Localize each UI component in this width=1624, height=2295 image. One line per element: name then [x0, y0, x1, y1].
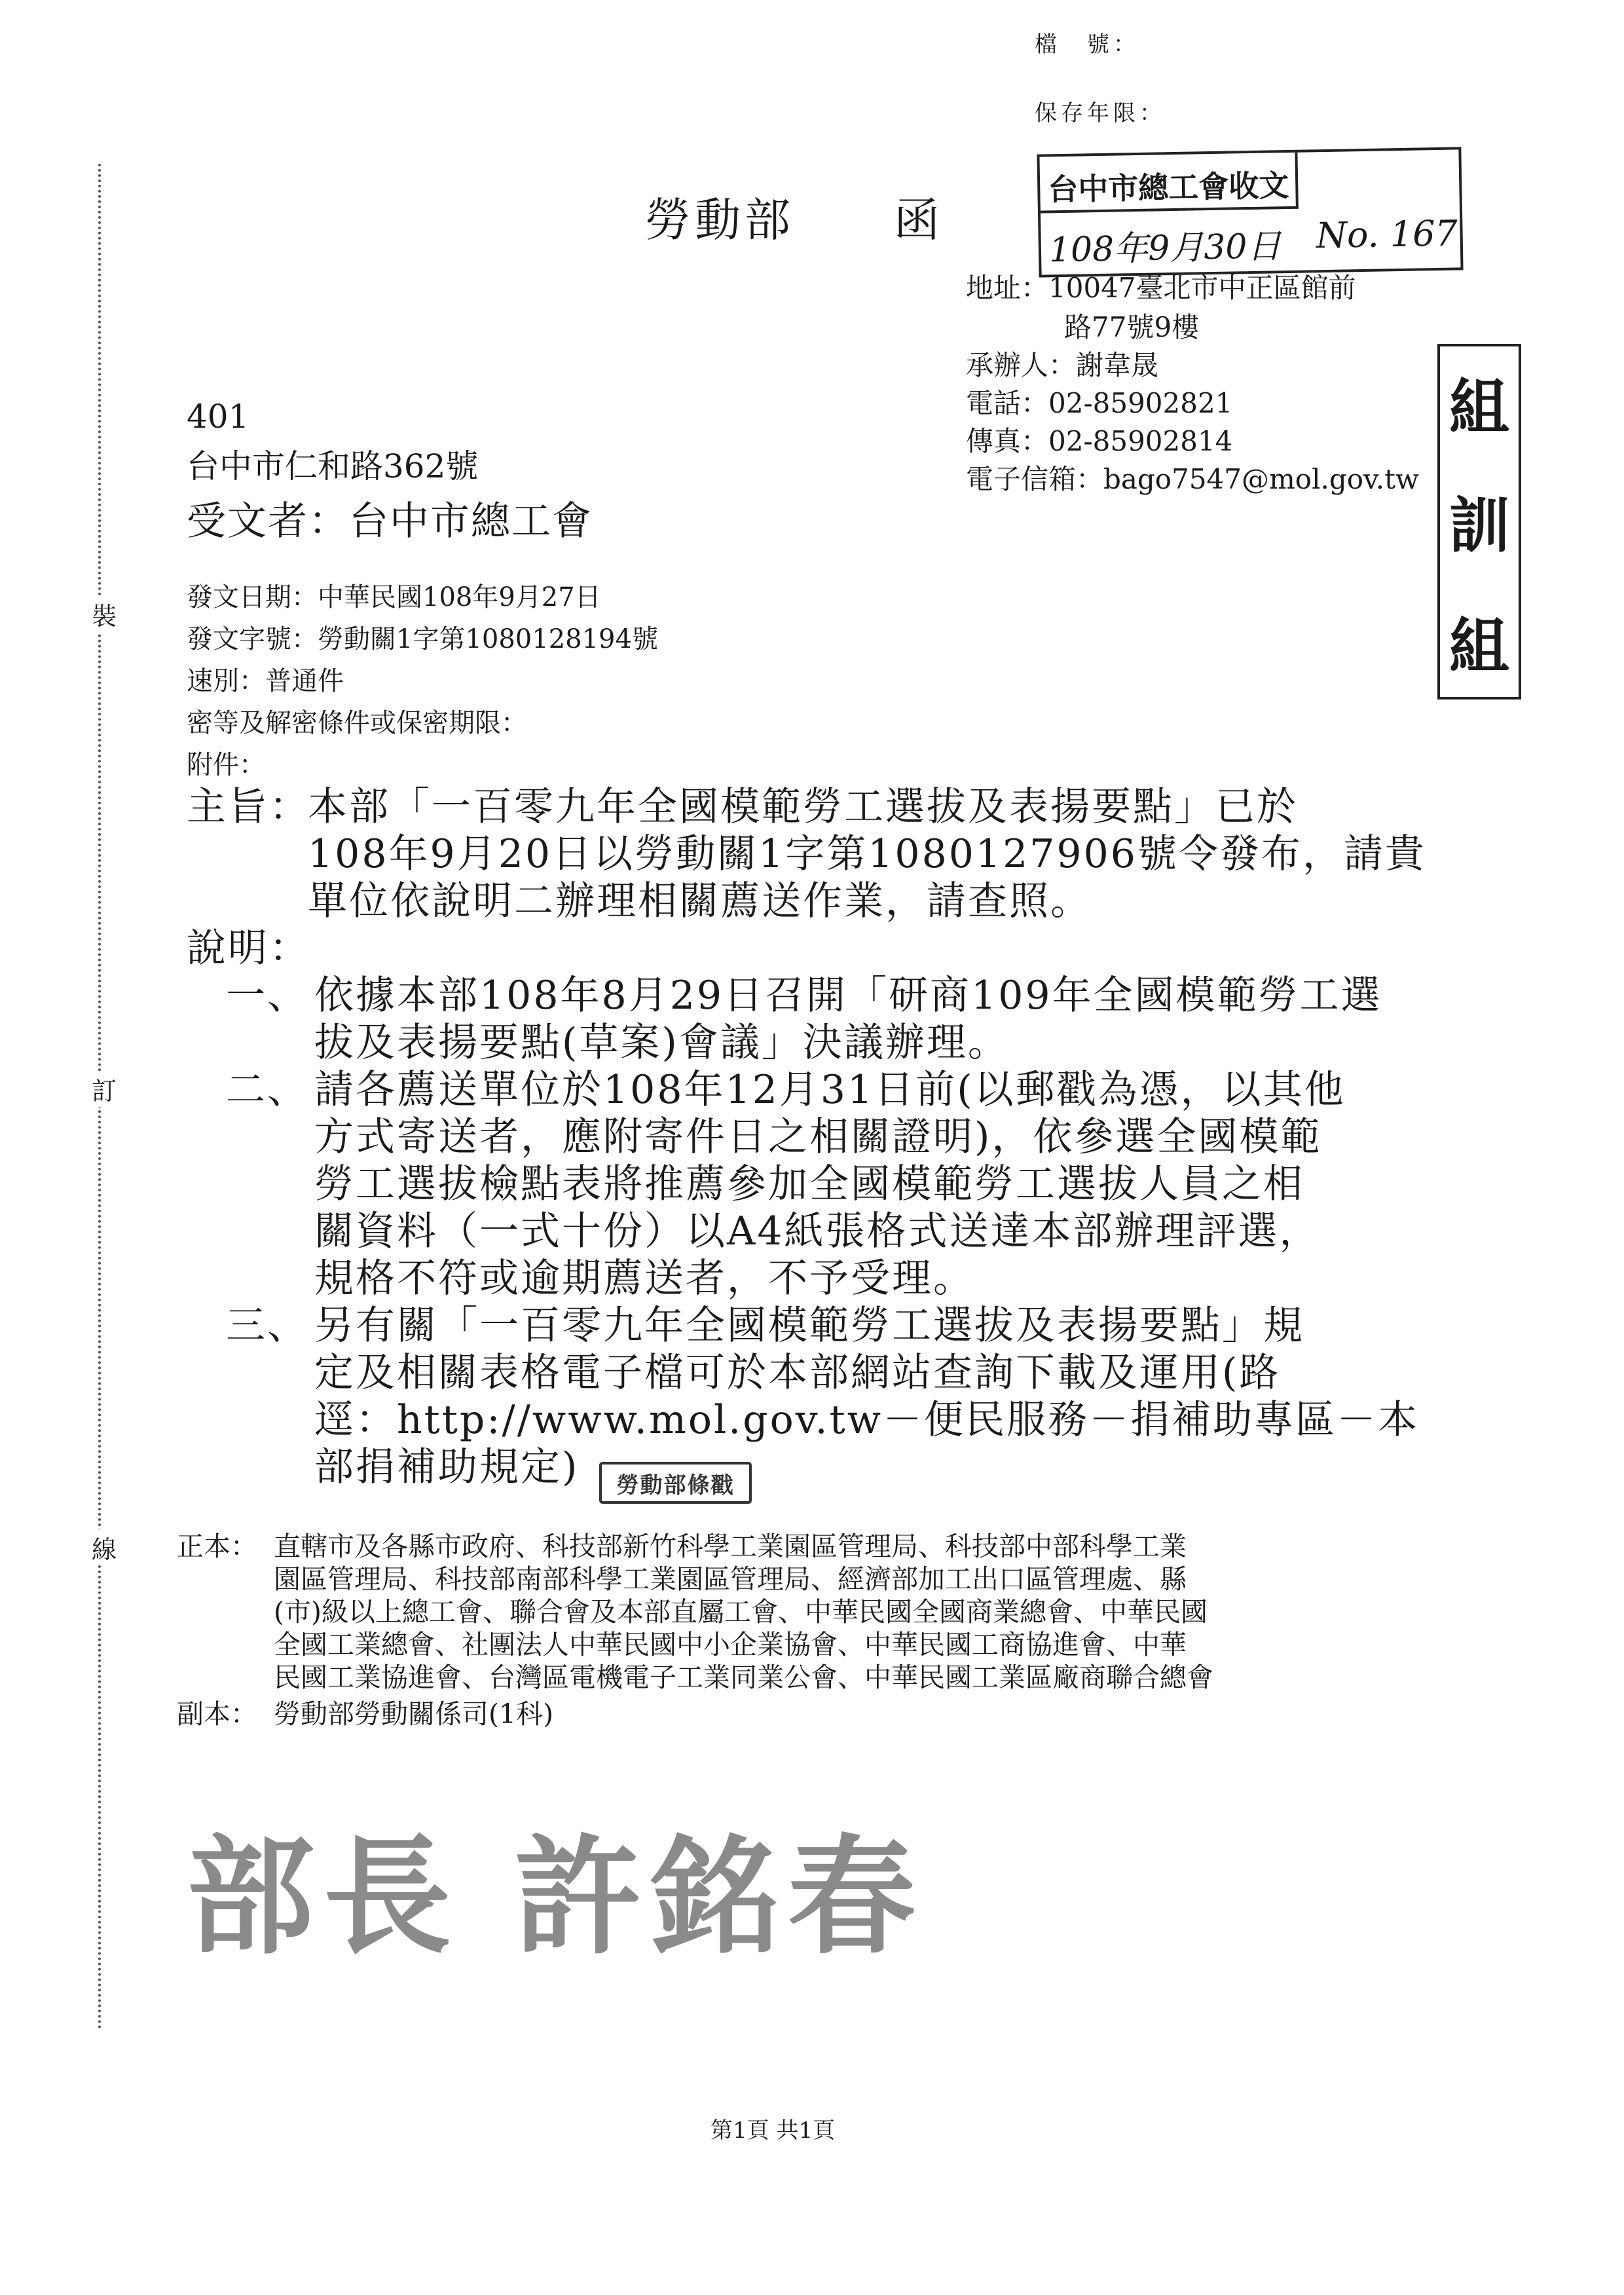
- distribution-main-label: 正本：: [177, 1531, 257, 1562]
- receipt-stamp: [1037, 147, 1463, 277]
- file-number-label: 檔 號：: [1035, 31, 1139, 58]
- issue-date: 發文日期：中華民國108年9月27日: [187, 582, 601, 612]
- sender-address-line-1: 地址：10047臺北市中正區館前: [966, 272, 1356, 304]
- email: 電子信箱：bago7547@mol.gov.tw: [966, 463, 1419, 495]
- explanation-item-3-line-2: 定及相關表格電子檔可於本部網站查詢下載及運用(路: [314, 1350, 1281, 1396]
- subject-line-2: 108年9月20日以勞動關1字第1080127906號令發布，請貴: [308, 831, 1426, 877]
- explanation-item-1-line-1: 依據本部108年8月29日召開「研商109年全國模範勞工選: [314, 973, 1382, 1018]
- distribution-main-line-3: (市)級以上總工會、聯合會及本部直屬工會、中華民國全國商業總會、中華民國: [274, 1596, 1208, 1628]
- binding-mark-xian: 線: [92, 1529, 117, 1565]
- distribution-main-line-4: 全國工業總會、社團法人中華民國中小企業協會、中華民國工商協進會、中華: [274, 1629, 1187, 1660]
- recipient-address: 台中市仁和路362號: [187, 447, 479, 485]
- fax: 傳真：02-85902814: [966, 425, 1233, 457]
- sender-address-line-2: 路77號9樓: [1064, 311, 1200, 343]
- subject-label: 主旨：: [187, 784, 310, 830]
- explanation-item-3-line-4: 部捐補助規定): [314, 1444, 580, 1490]
- distribution-main-line-2: 園區管理局、科技部南部科學工業園區管理局、經濟部加工出口區管理處、縣: [274, 1563, 1187, 1595]
- distribution-copy-line: 勞動部勞動關係司(1科): [274, 1698, 554, 1730]
- ministry-seal-text: 勞動部條戳: [616, 1472, 735, 1499]
- explanation-item-2-number: 二、: [226, 1067, 308, 1113]
- explanation-item-2-line-5: 規格不符或逾期薦送者，不予受理。: [314, 1256, 974, 1301]
- retention-label: 保存年限：: [1035, 100, 1166, 126]
- explanation-item-2-line-3: 勞工選拔檢點表將推薦參加全國模範勞工選拔人員之相: [314, 1161, 1304, 1207]
- side-stamp-char-1: 組: [1449, 373, 1510, 443]
- speed-class: 速別：普通件: [187, 666, 344, 696]
- minister-signature: 部長 許銘春: [187, 1823, 925, 1971]
- explanation-item-1-number: 一、: [226, 973, 308, 1018]
- explanation-item-2-line-4: 關資料（一式十份）以A4紙張格式送達本部辦理評選，: [314, 1208, 1321, 1254]
- distribution-main-line-1: 直轄市及各縣市政府、科技部新竹科學工業園區管理局、科技部中部科學工業: [274, 1531, 1187, 1562]
- phone: 電話：02-85902821: [966, 387, 1233, 419]
- distribution-main-line-5: 民國工業協進會、台灣區電機電子工業同業公會、中華民國工業區廠商聯合總會: [274, 1662, 1213, 1693]
- binding-mark-zhuang: 裝: [92, 596, 117, 632]
- handler: 承辦人：謝韋晟: [966, 349, 1159, 381]
- binding-mark-ding: 訂: [92, 1071, 117, 1107]
- subject-line-1: 本部「一百零九年全國模範勞工選拔及表揚要點」已於: [308, 784, 1298, 830]
- explanation-item-2-line-1: 請各薦送單位於108年12月31日前(以郵戳為憑，以其他: [314, 1067, 1346, 1113]
- receipt-stamp-date: 108年9月30日: [1048, 227, 1282, 271]
- side-stamp-char-2: 訓: [1449, 491, 1510, 561]
- explanation-item-1-line-2: 拔及表揚要點(草案)會議」決議辦理。: [314, 1020, 1009, 1066]
- explanation-item-3-line-1: 另有關「一百零九年全國模範勞工選拔及表揚要點」規: [314, 1303, 1304, 1349]
- page-footer: 第1頁 共1頁: [710, 2118, 836, 2144]
- distribution-copy-label: 副本：: [177, 1698, 257, 1730]
- subject-line-3: 單位依說明二辦理相關薦送作業，請查照。: [308, 878, 1092, 924]
- ministry-seal-stamp: [599, 1462, 752, 1504]
- secrecy-level: 密等及解密條件或保密期限：: [187, 708, 527, 738]
- side-stamp: [1437, 344, 1521, 700]
- explanation-label: 說明：: [187, 925, 310, 971]
- document-title: 勞動部 函: [645, 193, 944, 247]
- attachment: 附件：: [187, 750, 265, 780]
- recipient-name: 受文者：台中市總工會: [187, 498, 593, 544]
- explanation-item-3-line-3: 逕：http://www.mol.gov.tw－便民服務－捐補助專區－本: [314, 1397, 1420, 1443]
- explanation-item-3-number: 三、: [226, 1303, 308, 1349]
- side-stamp-char-3: 組: [1449, 612, 1510, 682]
- document-number: 發文字號：勞動關1字第1080128194號: [187, 624, 658, 654]
- receipt-stamp-number: No. 167: [1316, 212, 1458, 257]
- recipient-postal-code: 401: [187, 398, 249, 436]
- explanation-item-2-line-2: 方式寄送者，應附寄件日之相關證明)，依參選全國模範: [314, 1114, 1322, 1160]
- receipt-stamp-org: 台中市總工會收文: [1047, 167, 1289, 208]
